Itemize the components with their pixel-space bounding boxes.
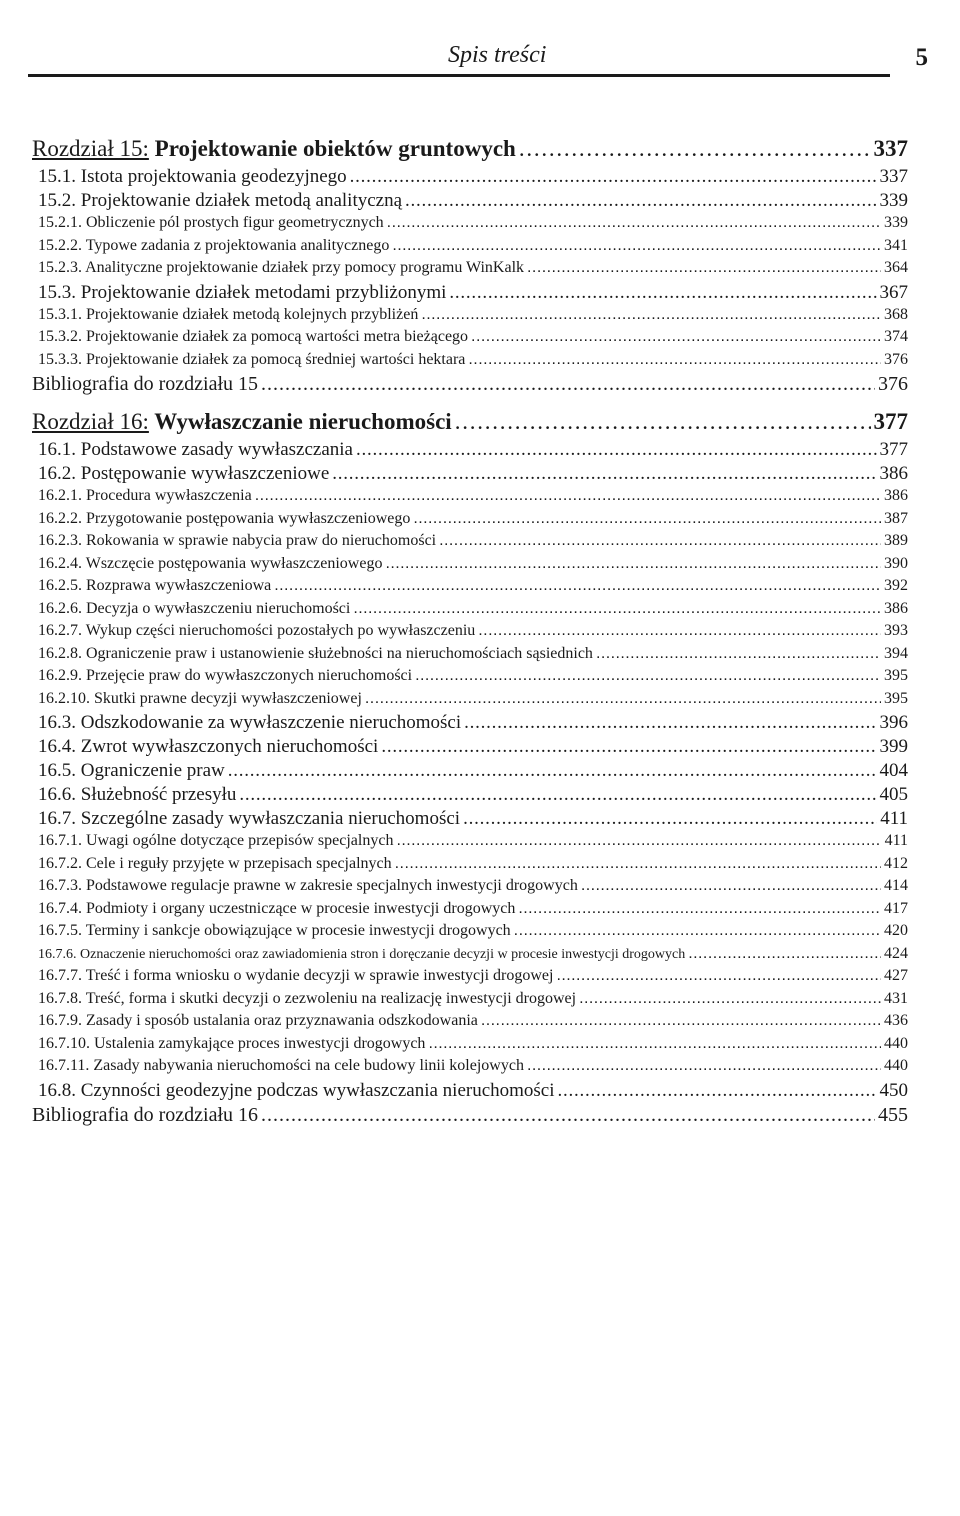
toc-entry[interactable]	[32, 577, 908, 600]
toc-page-number: 411	[884, 832, 908, 849]
toc-entry-label: 16.4. Zwrot wywłaszczonych nieruchomości	[38, 736, 379, 757]
toc-page-number: 376	[884, 350, 908, 368]
toc-entry-label: 16.2.7. Wykup części nieruchomości pozostałych po wywłaszczeniu	[38, 622, 476, 639]
toc-entry[interactable]	[32, 1104, 908, 1130]
dot-leader	[439, 532, 881, 550]
toc-entry-label: 16.2.3. Rokowania w sprawie nabycia praw do nieruchomości	[38, 532, 437, 549]
dot-leader	[449, 282, 876, 304]
dot-leader	[471, 328, 881, 346]
toc-entry-label: 15.2.2. Typowe zadania z projektowania analitycznego	[38, 236, 390, 254]
toc-entry-label	[32, 409, 452, 435]
chapter-number: Rozdział 15:	[32, 136, 149, 161]
dot-leader	[415, 667, 881, 685]
toc-entry-label: 15.2. Projektowanie działek metodą analityczną	[38, 190, 403, 211]
toc-page-number: 339	[884, 214, 908, 231]
dot-leader	[239, 784, 876, 806]
toc-entry[interactable]	[32, 214, 908, 237]
dot-leader	[468, 351, 881, 369]
toc-page-number: 386	[884, 599, 908, 617]
toc-page-number: 455	[878, 1103, 908, 1126]
dot-leader	[353, 600, 881, 618]
toc-entry-label: 16.2.6. Decyzja o wywłaszczeniu nieruchomości	[38, 599, 351, 617]
toc-page-number: 420	[884, 922, 908, 939]
dot-leader	[395, 855, 881, 873]
toc-entry[interactable]	[32, 166, 908, 190]
toc-page-number: 367	[879, 281, 908, 303]
toc-entry-label: 16.2.10. Skutki prawne decyzji wywłaszczeniowej	[38, 689, 362, 707]
page-header	[28, 40, 928, 80]
toc-page-number: 424	[884, 944, 908, 962]
toc-entry-label: 15.3.2. Projektowanie działek za pomocą wartości metra bieżącego	[38, 328, 469, 345]
toc-entry-label	[32, 136, 516, 162]
toc-entry[interactable]	[32, 190, 908, 214]
toc-entry-label: 16.2.2. Przygotowanie postępowania wywłaszczeniowego	[38, 509, 411, 527]
toc-page-number: 374	[884, 328, 908, 345]
toc-page-number: 431	[884, 989, 908, 1007]
toc-entry-label: Bibliografia do rozdziału 16	[32, 1103, 259, 1126]
dot-leader	[579, 990, 881, 1008]
toc-page-number: 392	[884, 577, 908, 594]
dot-leader	[428, 1035, 881, 1053]
toc-page-number: 395	[884, 667, 908, 684]
toc-entry-label: 15.2.1. Obliczenie pól prostych figur geometrycznych	[38, 214, 384, 231]
dot-leader	[421, 306, 881, 324]
toc-page-number: 450	[879, 1079, 908, 1101]
toc-entry[interactable]	[32, 306, 908, 329]
dot-leader	[518, 900, 881, 918]
dot-leader	[387, 214, 881, 232]
toc-entry-label: 16.7. Szczególne zasady wywłaszczania nieruchomości	[38, 808, 461, 829]
toc-page-number: 394	[884, 644, 908, 662]
dot-leader	[464, 712, 876, 734]
dot-leader	[527, 1057, 881, 1075]
header-rule	[28, 74, 890, 77]
dot-leader	[261, 1104, 875, 1127]
chapter-number: Rozdział 16:	[32, 409, 149, 434]
toc-entry[interactable]	[32, 1012, 908, 1035]
toc-entry[interactable]	[32, 622, 908, 645]
dot-leader	[274, 577, 881, 595]
toc-entry[interactable]	[32, 237, 908, 260]
toc-page-number: 386	[884, 487, 908, 504]
dot-leader	[581, 877, 881, 895]
toc-page-number: 436	[884, 1012, 908, 1029]
toc-page-number: 377	[873, 409, 908, 434]
toc-entry[interactable]	[32, 1035, 908, 1058]
toc-entry-label: 16.7.5. Terminy i sankcje obowiązujące w procesie inwestycji drogowych	[38, 922, 511, 939]
page-number: 5	[915, 44, 928, 71]
toc-entry[interactable]	[32, 832, 908, 855]
toc-entry[interactable]	[32, 645, 908, 668]
chapter-title: Projektowanie obiektów gruntowych	[148, 136, 516, 161]
toc-entry-label: 16.7.3. Podstawowe regulacje prawne w zakresie specjalnych inwestycji drogowych	[38, 877, 578, 894]
toc-entry[interactable]	[32, 877, 908, 900]
toc-page-number: 364	[884, 259, 908, 276]
dot-leader	[478, 622, 881, 640]
toc-page-number: 417	[884, 899, 908, 917]
toc-entry-label: 16.7.4. Podmioty i organy uczestniczące w procesie inwestycji drogowych	[38, 899, 516, 917]
dot-leader	[392, 237, 881, 255]
toc-page-number: 337	[873, 136, 908, 161]
dot-leader	[413, 510, 881, 528]
toc-entry-label: 16.2.4. Wszczęcie postępowania wywłaszczeniowego	[38, 554, 383, 572]
toc-entry[interactable]	[32, 1080, 908, 1104]
toc-entry[interactable]	[32, 351, 908, 374]
toc-entry-label: 16.5. Ograniczenie praw	[38, 760, 225, 781]
toc-entry[interactable]	[32, 136, 908, 166]
toc-gap	[32, 399, 908, 409]
toc-entry-label: 15.1. Istota projektowania geodezyjnego	[38, 166, 347, 187]
toc-entry[interactable]	[32, 463, 908, 487]
dot-leader	[396, 832, 881, 850]
toc-entry-label: 16.8. Czynności geodezyjne podczas wywłaszczania nieruchomości	[38, 1079, 555, 1101]
toc-entry-label: 16.3. Odszkodowanie za wywłaszczenie nieruchomości	[38, 712, 462, 733]
toc-entry[interactable]	[32, 667, 908, 690]
running-title: Spis treści	[448, 42, 547, 68]
toc-entry-label: 16.6. Służebność przesyłu	[38, 784, 237, 805]
toc-entry-label: 16.2.8. Ograniczenie praw i ustanowienie służebności na nieruchomościach sąsiednich	[38, 644, 593, 662]
toc-page-number: 405	[879, 784, 908, 805]
toc-entry-label: 16.2.9. Przejęcie praw do wywłaszczonych nieruchomości	[38, 667, 413, 684]
toc-page-number: 427	[884, 967, 908, 984]
toc-entry[interactable]	[32, 855, 908, 878]
dot-leader	[381, 736, 876, 758]
toc-entry-label: 16.7.1. Uwagi ogólne dotyczące przepisów specjalnych	[38, 832, 394, 849]
dot-leader	[527, 259, 881, 277]
toc-entry[interactable]	[32, 690, 908, 713]
toc-entry-label: 15.2.3. Analityczne projektowanie działek przy pomocy programu WinKalk	[38, 259, 525, 276]
toc-entry[interactable]	[32, 967, 908, 990]
toc-entry[interactable]	[32, 784, 908, 808]
toc-entry[interactable]	[32, 808, 908, 832]
dot-leader	[455, 409, 871, 435]
toc-entry-label: 16.7.2. Cele i reguły przyjęte w przepisach specjalnych	[38, 854, 392, 872]
toc-entry[interactable]	[32, 1057, 908, 1080]
toc-page-number: 339	[879, 190, 908, 211]
dot-leader	[688, 945, 881, 963]
toc-page-number: 411	[880, 808, 908, 829]
toc-page-number: 440	[884, 1034, 908, 1052]
toc-entry[interactable]	[32, 282, 908, 306]
toc-page-number: 387	[884, 509, 908, 527]
toc-page-number: 412	[884, 854, 908, 872]
toc-entry[interactable]	[32, 600, 908, 623]
dot-leader	[519, 136, 871, 162]
toc-page-number: 368	[884, 305, 908, 323]
dot-leader	[385, 555, 881, 573]
dot-leader	[332, 463, 876, 485]
toc-entry-label: 16.7.7. Treść i forma wniosku o wydanie decyzji w sprawie inwestycji drogowej	[38, 967, 554, 984]
toc-page-number: 396	[879, 712, 908, 733]
dot-leader	[261, 373, 875, 396]
chapter-title: Wywłaszczanie nieruchomości	[148, 409, 452, 434]
toc-page-number: 376	[878, 373, 908, 395]
toc-entry[interactable]	[32, 409, 908, 439]
toc-entry[interactable]	[32, 736, 908, 760]
toc-entry[interactable]	[32, 328, 908, 351]
dot-leader	[255, 487, 881, 505]
toc-page-number: 377	[879, 439, 908, 460]
toc-entry[interactable]	[32, 555, 908, 578]
toc-entry-label: 16.7.10. Ustalenia zamykające proces inwestycji drogowych	[38, 1034, 426, 1052]
dot-leader	[596, 645, 881, 663]
toc-page-number: 404	[879, 760, 908, 781]
dot-leader	[228, 760, 877, 782]
table-of-contents	[32, 136, 908, 1130]
dot-leader	[365, 690, 881, 708]
toc-entry-label: 16.7.9. Zasady i sposób ustalania oraz przyznawania odszkodowania	[38, 1012, 478, 1029]
toc-page-number: 390	[884, 554, 908, 572]
toc-entry-label: 15.3. Projektowanie działek metodami przybliżonymi	[38, 281, 447, 303]
toc-page-number: 440	[884, 1057, 908, 1074]
toc-entry-label: 15.3.1. Projektowanie działek metodą kolejnych przybliżeń	[38, 305, 419, 323]
toc-entry-label: 16.1. Podstawowe zasady wywłaszczania	[38, 439, 353, 460]
toc-entry[interactable]	[32, 487, 908, 510]
dot-leader	[481, 1012, 881, 1030]
dot-leader	[463, 808, 877, 830]
toc-entry[interactable]	[32, 373, 908, 399]
toc-page-number: 337	[879, 166, 908, 187]
toc-entry-label: 16.7.6. Oznaczenie nieruchomości oraz zawiadomienia stron i doręczanie decyzji w procesie inwestycji drogowych	[38, 946, 686, 962]
toc-entry-label: 16.2.1. Procedura wywłaszczenia	[38, 487, 252, 504]
toc-page-number: 414	[884, 877, 908, 894]
toc-page-number: 389	[884, 532, 908, 549]
toc-entry-label: Bibliografia do rozdziału 15	[32, 373, 259, 395]
toc-entry[interactable]	[32, 532, 908, 555]
toc-page-number: 393	[884, 622, 908, 639]
toc-entry[interactable]	[32, 900, 908, 923]
toc-entry[interactable]	[32, 259, 908, 282]
toc-page-number: 395	[884, 689, 908, 707]
toc-page-number: 386	[879, 463, 908, 484]
toc-entry-label: 16.2. Postępowanie wywłaszczeniowe	[38, 463, 330, 484]
toc-entry[interactable]	[32, 712, 908, 736]
dot-leader	[405, 190, 876, 212]
toc-entry-label: 16.7.11. Zasady nabywania nieruchomości na cele budowy linii kolejowych	[38, 1057, 524, 1074]
toc-entry-label: 15.3.3. Projektowanie działek za pomocą średniej wartości hektara	[38, 350, 466, 368]
toc-entry[interactable]	[32, 760, 908, 784]
toc-page-number: 341	[884, 236, 908, 254]
toc-entry[interactable]	[32, 945, 908, 968]
dot-leader	[350, 166, 877, 188]
toc-entry[interactable]	[32, 922, 908, 945]
toc-entry[interactable]	[32, 990, 908, 1013]
toc-page-number: 399	[879, 736, 908, 757]
toc-entry[interactable]	[32, 439, 908, 463]
toc-entry-label: 16.2.5. Rozprawa wywłaszczeniowa	[38, 577, 272, 594]
toc-entry-label: 16.7.8. Treść, forma i skutki decyzji o zezwoleniu na realizację inwestycji drogowej	[38, 989, 577, 1007]
toc-entry[interactable]	[32, 510, 908, 533]
dot-leader	[514, 922, 881, 940]
dot-leader	[558, 1080, 877, 1102]
dot-leader	[356, 439, 877, 461]
dot-leader	[556, 967, 881, 985]
